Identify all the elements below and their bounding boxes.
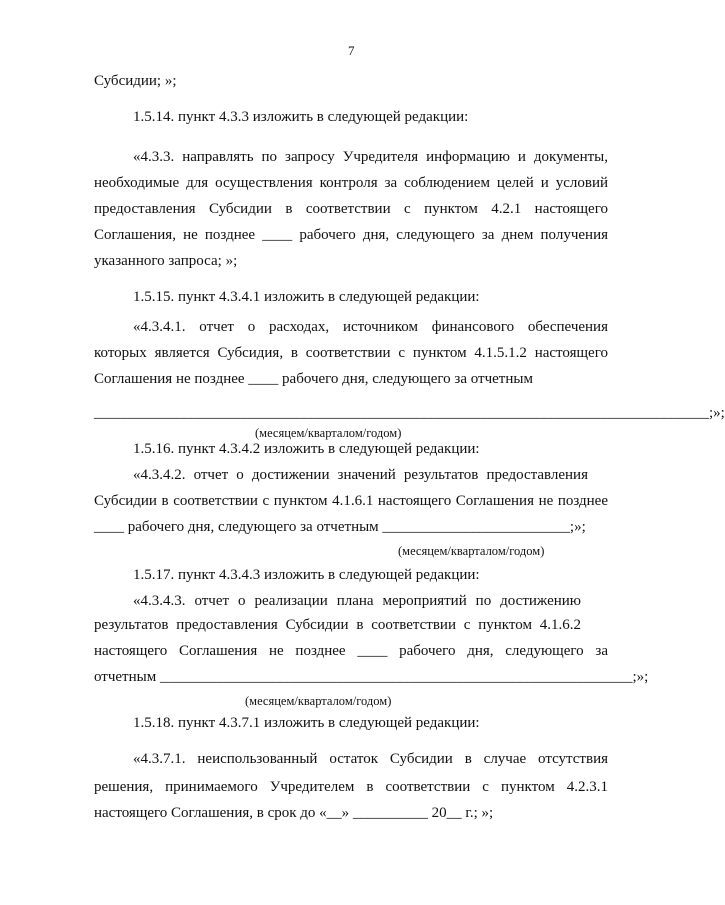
section-heading: 1.5.14. пункт 4.3.3 изложить в следующей редакции: — [133, 109, 469, 125]
section-heading: 1.5.18. пункт 4.3.7.1 изложить в следующей редакции: — [133, 715, 480, 731]
text-line: предоставления Субсидии в соответствии с пунктом 4.2.1 настоящего — [94, 201, 608, 217]
section-heading: 1.5.17. пункт 4.3.4.3 изложить в следующей редакции: — [133, 567, 480, 583]
text-line: необходимые для осуществления контроля за соблюдением целей и условий — [94, 175, 608, 191]
text-line: Соглашения, не позднее ____ рабочего дня, следующего за днем получения — [94, 227, 608, 243]
section-heading: 1.5.16. пункт 4.3.4.2 изложить в следующей редакции: — [133, 441, 480, 457]
text-line: «4.3.4.2. отчет о достижении значений результатов предоставления — [133, 467, 588, 483]
text-line: Субсидии; »; — [94, 73, 177, 89]
text-line: настоящего Соглашения не позднее ____ рабочего дня, следующего за — [94, 643, 608, 659]
text-line: «4.3.7.1. неиспользованный остаток Субсидии в случае отсутствия — [133, 751, 608, 767]
text-line: результатов предоставления Субсидии в соответствии с пунктом 4.1.6.2 — [94, 617, 581, 633]
text-line: Субсидии в соответствии с пунктом 4.1.6.1 настоящего Соглашения не позднее — [94, 493, 608, 509]
fill-in-caption: (месяцем/кварталом/годом) — [245, 694, 392, 708]
text-line: «4.3.3. направлять по запросу Учредителя информацию и документы, — [133, 149, 608, 165]
fill-in-caption: (месяцем/кварталом/годом) — [398, 544, 545, 558]
section-heading: 1.5.15. пункт 4.3.4.1 изложить в следующей редакции: — [133, 289, 480, 305]
text-line: ____ рабочего дня, следующего за отчетным _________________________;»; — [94, 519, 586, 535]
fill-in-line: __________________________________________________________________________________;»; — [94, 405, 725, 421]
text-line: которых является Субсидия, в соответствии с пунктом 4.1.5.1.2 настоящего — [94, 345, 608, 361]
page-number: 7 — [348, 43, 355, 58]
text-line: указанного запроса; »; — [94, 253, 238, 269]
text-line: Соглашения не позднее ____ рабочего дня, следующего за отчетным — [94, 371, 533, 387]
text-line: настоящего Соглашения, в срок до «__» __________ 20__ г.; »; — [94, 805, 494, 821]
text-line: «4.3.4.1. отчет о расходах, источником финансового обеспечения — [133, 319, 608, 335]
text-line: «4.3.4.3. отчет о реализации плана мероприятий по достижению — [133, 593, 581, 609]
fill-in-line: отчетным _______________________________________________________________;»; — [94, 669, 649, 685]
fill-in-caption: (месяцем/кварталом/годом) — [255, 426, 402, 440]
text-line: решения, принимаемого Учредителем в соответствии с пунктом 4.2.3.1 — [94, 779, 608, 795]
